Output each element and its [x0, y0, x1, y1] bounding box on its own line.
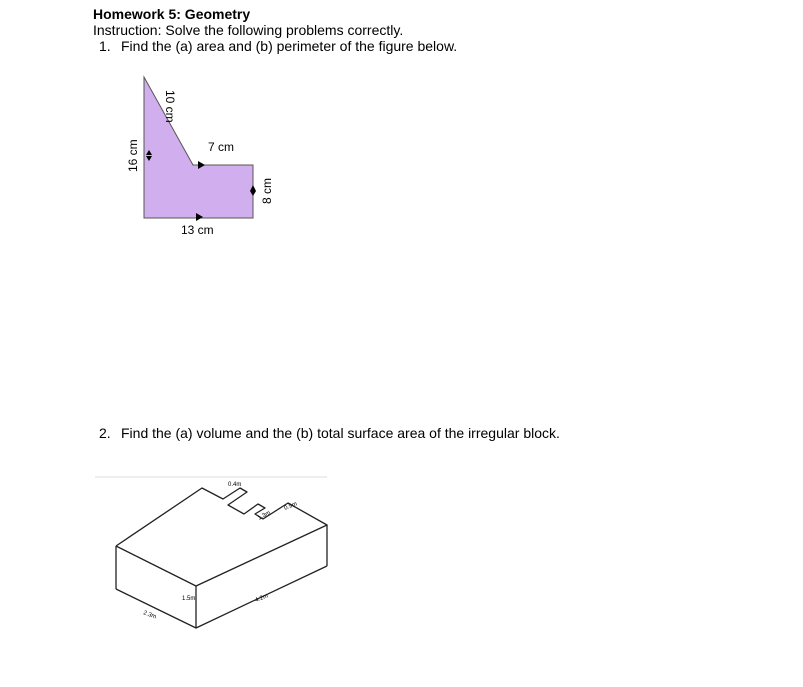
label-bottom: 13 cm: [181, 223, 214, 237]
label-left-side: 16 cm: [126, 139, 140, 172]
label-step-top: 7 cm: [208, 140, 235, 154]
problem-2-number: 2.: [99, 425, 111, 441]
problem-2-text: Find the (a) volume and the (b) total surface area of the irregular block.: [121, 425, 560, 441]
figure-2: [95, 477, 327, 628]
label-right-side: 8 cm: [260, 177, 274, 204]
label-front-width: 2.3m: [142, 610, 157, 621]
label-notch-width: 0.4m: [228, 482, 242, 488]
block-bottom: [116, 566, 327, 628]
problem-1-number: 1.: [99, 38, 111, 54]
figure-1-shape: [144, 77, 253, 218]
label-hypotenuse: 10 cm: [163, 90, 177, 123]
label-side-length: 4.2m: [254, 593, 270, 604]
label-height: 1.5m: [182, 596, 196, 602]
problem-1-text: Find the (a) area and (b) perimeter of the figure below.: [121, 38, 458, 54]
label-top-right: 0.9m: [283, 501, 299, 512]
instruction-text: Instruction: Solve the following problems correctly.: [93, 22, 404, 38]
label-notch-depth: 1.3m: [257, 510, 272, 522]
page-title: Homework 5: Geometry: [93, 6, 251, 22]
